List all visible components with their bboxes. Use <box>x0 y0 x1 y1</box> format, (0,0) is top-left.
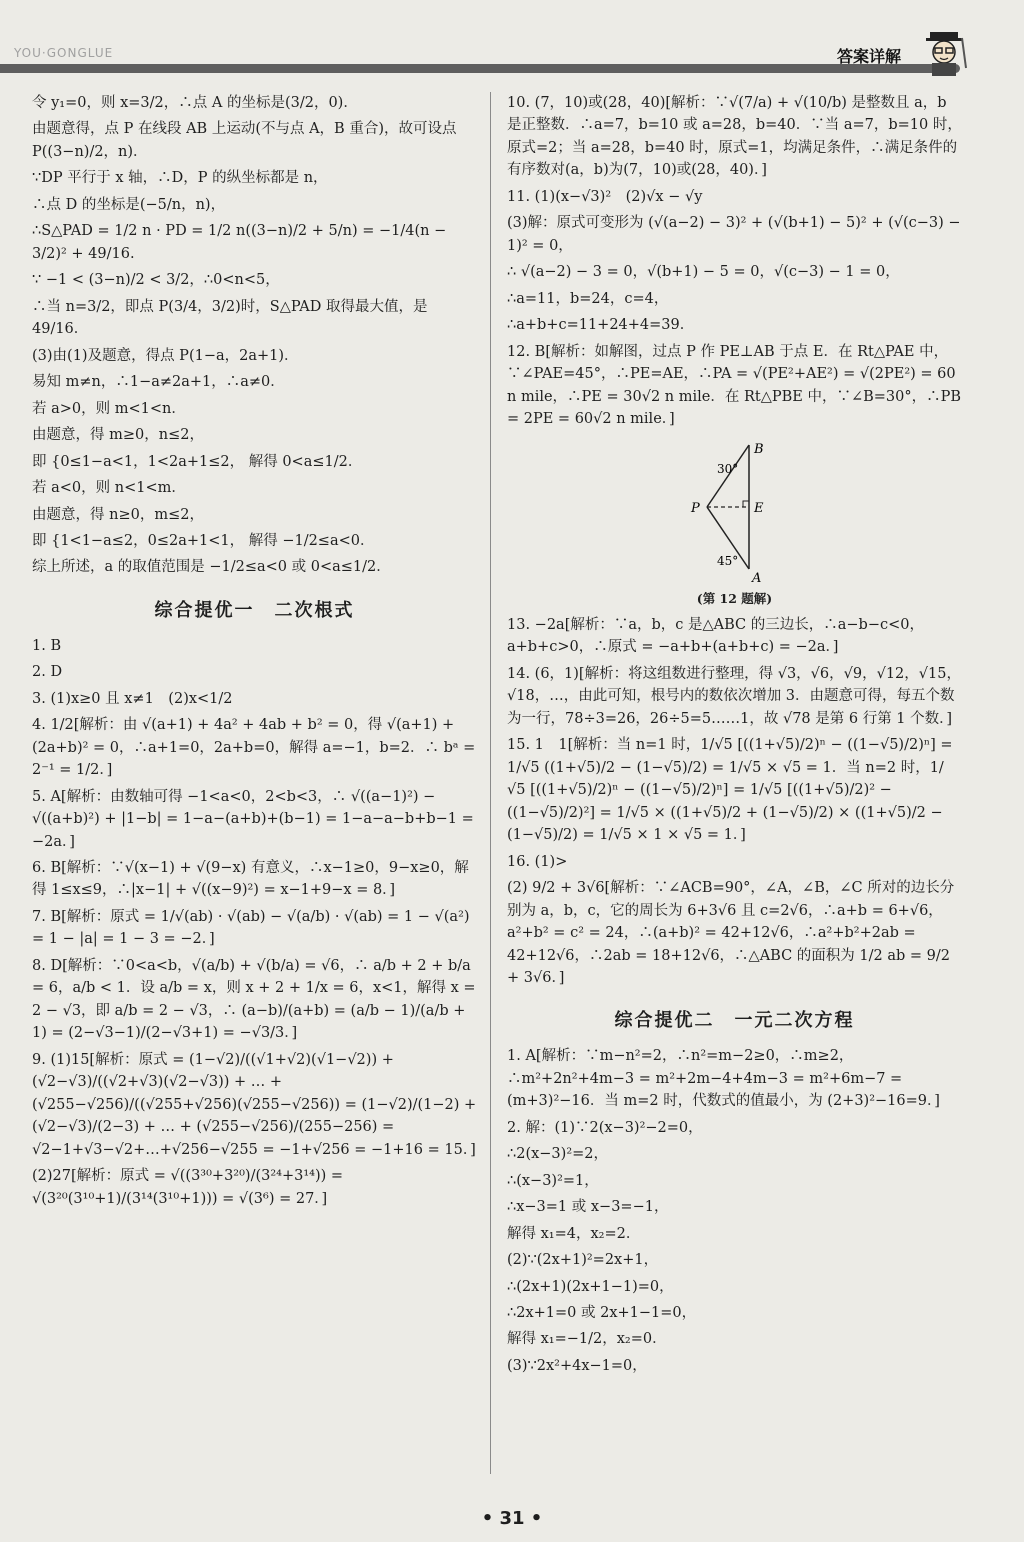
answer-item: ∴ √(a−2) − 3 = 0，√(b+1) − 5 = 0，√(c−3) − 1 = 0， <box>507 264 900 281</box>
text-line: (3)由(1)及题意，得点 P(1−a，2a+1)． <box>32 347 299 364</box>
answer-item: 6. B[解析：∵√(x−1) + √(9−x) 有意义，∴x−1≥0，9−x≥0，解得 1≤x≤9，∴|x−1| + √((x−9)²) = x−1+9−x = 8．] <box>32 860 469 899</box>
answer-item: 1. B <box>32 637 62 654</box>
label-e: E <box>754 500 764 516</box>
answer-item: 13. −2a[解析：∵a，b，c 是△ABC 的三边长，∴a−b−c<0，a+b+c>0，∴原式 = −a+b+(a+b+c) = −2a．] <box>507 616 924 656</box>
text-line: ∴S△PAD = 1/2 n · PD = 1/2 n((3−n)/2 + 5/n) = −1/4(n − 3/2)² + 49/16. <box>32 223 447 262</box>
triangle-diagram <box>687 437 797 587</box>
text-line: 令 y₁=0，则 x=3/2，∴点 A 的坐标是(3/2，0)． <box>32 95 358 111</box>
text-line: ∴当 n=3/2，即点 P(3/4，3/2)时，S△PAD 取得最大值，是 49/16． <box>32 298 428 338</box>
text-line: 即 {0≤1−a<1，1<2a+1≤2， 解得 0<a≤1/2． <box>32 453 363 470</box>
answer-item: (3)∵2x²+4x−1=0， <box>507 1357 647 1374</box>
answer-item: 15. 1 1[解析：当 n=1 时，1/√5 [((1+√5)/2)ⁿ − ((1−√5)/2)ⁿ] = 1/√5 ((1+√5)/2 − (1−√5)/2) = 1/√5 × √5 = 1．当 n=2 时，1/√5 [((1+√5)/2)ⁿ − ((1−√5)/2)ⁿ] = 1/√5 [((1+√5)/2)² − ((1−√5)/2)²] = 1/√5 × ((1+√5)/2 + (1−√5)/2) × ((1+√5)/2 − (1−√5)/2) = 1/√5 × 1 × √5 = 1．] <box>507 737 953 844</box>
text-line: 若 a<0，则 n<1<m． <box>32 480 186 497</box>
triangle-figure <box>507 437 962 587</box>
answer-item: ∴2(x−3)²=2， <box>507 1146 609 1163</box>
text-line: 若 a>0，则 m<1<n． <box>32 400 186 417</box>
text-line: 即 {1<1−a≤2，0≤2a+1<1， 解得 −1/2≤a<0． <box>32 532 375 549</box>
text-line: ∵ −1 < (3−n)/2 < 3/2，∴0<n<5， <box>32 272 280 289</box>
text-line: 由题意得，点 P 在线段 AB 上运动(不与点 A，B 重合)，故可设点 P((3−n)/2，n)． <box>32 121 457 160</box>
text-line: 综上所述，a 的取值范围是 −1/2≤a<0 或 0<a≤1/2． <box>32 559 391 576</box>
right-column <box>507 92 962 1381</box>
answer-item: 3. (1)x≥0 且 x≠1 (2)x<1/2 <box>32 690 233 707</box>
answer-item: 4. 1/2[解析：由 √(a+1) + 4a² + 4ab + b² = 0，得 √(a+1) + (2a+b)² = 0，∴a+1=0，2a+b=0，解得 a=−1，b=2．∴ bᵃ = 2⁻¹ = 1/2．] <box>32 717 476 779</box>
answer-item: 解得 x₁=−1/2，x₂=0． <box>507 1331 667 1348</box>
answer-item: (2)∵(2x+1)²=2x+1， <box>507 1252 659 1269</box>
answer-item: 16. (1)> <box>507 853 568 870</box>
segment-pb <box>707 445 749 507</box>
answer-item: 9. (1)15[解析：原式 = (1−√2)/((√1+√2)(√1−√2)) + (√2−√3)/((√2+√3)(√2−√3)) + … + (√255−√256)/((√255+√256)(√255−√256)) = (1−√2)/(1−2) + (√2−√3)/(2−3) + … + (√255−√256)/(255−256) = √2−1+√3−√2+…+√256−√255 = −1+√256 = −1+16 = 15．] <box>32 1051 477 1158</box>
text-line: 由题意，得 n≥0，m≤2， <box>32 506 204 523</box>
left-column <box>32 92 477 1214</box>
mascot-icon <box>918 28 970 78</box>
answer-item: 7. B[解析：原式 = 1/√(ab) · √(ab) − √(a/b) · √(ab) = 1 − √(a²) = 1 − |a| = 1 − 3 = −2．] <box>32 908 470 948</box>
header-title: 答案详解 <box>837 47 902 66</box>
angle-a-label: 45° <box>717 553 739 568</box>
label-b: B <box>754 441 764 457</box>
answer-item: ∴x−3=1 或 x−3=−1， <box>507 1199 669 1216</box>
answer-item: 5. A[解析：由数轴可得 −1<a<0，2<b<3，∴ √((a−1)²) − √((a+b)²) + |1−b| = 1−a−(a+b)+(b−1) = 1−a−a−b+b−1 = −2a．] <box>32 788 474 850</box>
section-title-quadratic: 综合提优二 一元二次方程 <box>614 1010 855 1032</box>
figure-caption: (第 12 题解) <box>696 590 773 606</box>
section-title-radicals: 综合提优一 二次根式 <box>154 599 355 621</box>
text-line: ∴点 D 的坐标是(−5/n，n)， <box>32 196 226 213</box>
answer-item: ∴a+b+c=11+24+4=39． <box>507 317 695 334</box>
answer-item: 10. (7，10)或(28，40)[解析：∵√(7/a) + √(10/b) 是整数且 a，b 是正整数．∴a=7，b=10 或 a=28，b=40．∵当 a=7，b=10 时，原式=2；当 a=28，b=40 时，原式=1，均满足条件，∴满足条件的有序数对(a，b)为(7，10)或(28，40)．] <box>507 95 962 179</box>
column-divider <box>490 92 491 1474</box>
answer-item: 解得 x₁=4，x₂=2． <box>507 1225 641 1242</box>
right-angle-mark <box>743 501 749 507</box>
page-number: • 31 • <box>481 1508 543 1529</box>
answer-item: 8. D[解析：∵0<a<b，√(a/b) + √(b/a) = √6，∴ a/b + 2 + b/a = 6，a/b < 1．设 a/b = x，则 x + 2 + 1/x = 6，x<1，解得 x = 2 − √3，即 a/b = 2 − √3，∴ (a−b)/(a+b) = (a/b − 1)/(a/b + 1) = (2−√3−1)/(2−√3+1) = −√3/3．] <box>32 957 476 1042</box>
answer-item: 1. A[解析：∵m−n²=2，∴n²=m−2≥0，∴m≥2，∴m²+2n²+4m−3 = m²+2m−4+4m−3 = m²+6m−7 = (m+3)²−16．当 m=2 时，代数式的值最小，为 (2+3)²−16=9．] <box>507 1048 940 1110</box>
text-line: 易知 m≠n，∴1−a≠2a+1，∴a≠0． <box>32 374 285 391</box>
text-line: 由题意，得 m≥0，n≤2， <box>32 427 204 444</box>
answer-item: 11. (1)(x−√3)² (2)√x − √y <box>507 188 703 205</box>
page-header <box>0 0 1024 80</box>
brand-text: YOU·GONGLUE <box>14 46 114 60</box>
answer-item: ∴(x−3)²=1， <box>507 1172 599 1189</box>
label-a: A <box>752 570 762 586</box>
answer-item: (3)解：原式可变形为 (√(a−2) − 3)² + (√(b+1) − 5)² + (√(c−3) − 1)² = 0， <box>507 215 961 254</box>
answer-item: 12. B[解析：如解图，过点 P 作 PE⊥AB 于点 E．在 Rt△PAE 中，∵∠PAE=45°，∴PE=AE，∴PA = √(PE²+AE²) = √(2PE²) = 60 n mile，∴PE = 30√2 n mile．在 Rt△PBE 中，∵∠B=30°，∴PB = 2PE = 60√2 n mile．] <box>507 343 962 428</box>
answer-item: 2. 解：(1)∵2(x−3)²−2=0， <box>507 1119 703 1136</box>
answer-item: 14. (6，1)[解析：将这组数进行整理，得 √3，√6，√9，√12，√15，√18，…，由此可知，根号内的数依次增加 3．由题意可得，每五个数为一行，78÷3=26，26÷5=5……1，故 √78 是第 6 行第 1 个数．] <box>507 665 961 727</box>
label-p: P <box>691 500 700 516</box>
answer-item: ∴(2x+1)(2x+1−1)=0， <box>507 1278 674 1295</box>
answer-item: 2. D <box>32 664 63 681</box>
text-line: ∵DP 平行于 x 轴，∴D，P 的纵坐标都是 n， <box>32 170 328 187</box>
answer-item: (2)27[解析：原式 = √((3³⁰+3²⁰)/(3²⁴+3¹⁴)) = √(3²⁰(3¹⁰+1)/(3¹⁴(3¹⁰+1))) = √(3⁶) = 27．] <box>32 1168 344 1207</box>
header-bar <box>0 64 960 73</box>
angle-b-label: 30° <box>717 461 739 476</box>
answer-item: ∴2x+1=0 或 2x+1−1=0， <box>507 1305 697 1322</box>
answer-item: (2) 9/2 + 3√6[解析：∵∠ACB=90°，∠A，∠B，∠C 所对的边长分别为 a，b，c，它的周长为 6+3√6 且 c=2√6，∴a+b = 6+√6，a²+b² = c² = 24，∴(a+b)² = 42+12√6，∴a²+b²+2ab = 42+12√6，∴2ab = 18+12√6，∴△ABC 的面积为 1/2 ab = 9/2 + 3√6．] <box>507 880 955 986</box>
answer-item: ∴a=11，b=24，c=4， <box>507 290 669 307</box>
